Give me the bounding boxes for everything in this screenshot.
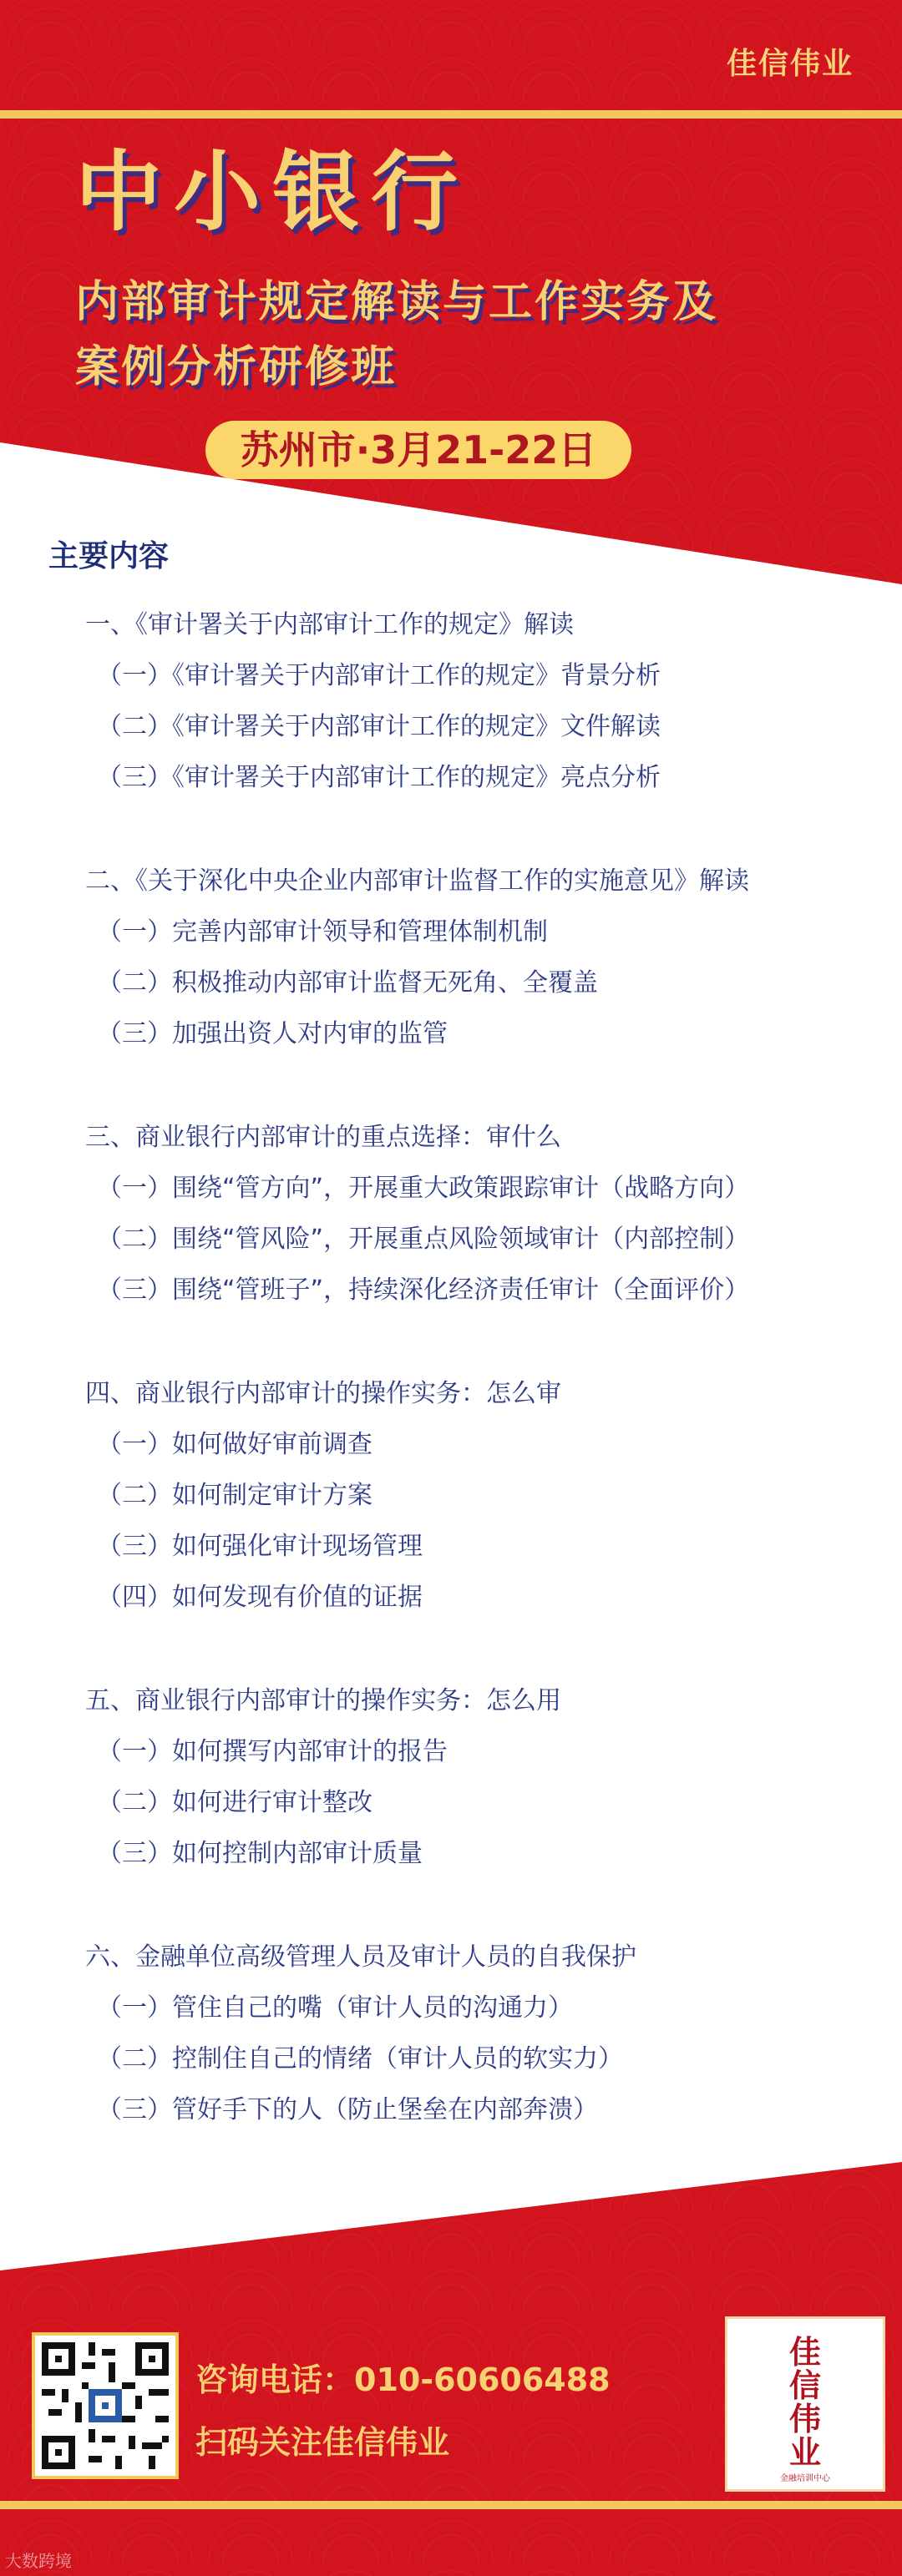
outline-heading: 三、商业银行内部审计的重点选择：审什么 [85, 1123, 561, 1152]
outline-item: （二）控制住自己的情绪（审计人员的软实力） [97, 2044, 623, 2073]
page-title: 中小银行 [75, 141, 470, 243]
section-gap [80, 1879, 874, 1932]
outline-item: （三）如何控制内部审计质量 [97, 1839, 423, 1868]
section-gap [80, 1059, 874, 1112]
outline-item: （二）围绕“管风险”，开展重点风险领域审计（内部控制） [97, 1225, 750, 1254]
outline-item: （三）如何强化审计现场管理 [97, 1532, 423, 1561]
outline-heading: 二、《关于深化中央企业内部审计监督工作的实施意见》解读 [85, 866, 749, 896]
outline-heading: 六、金融单位高级管理人员及审计人员的自我保护 [85, 1942, 636, 1972]
outline-item: （二）《审计署关于内部审计工作的规定》文件解读 [97, 712, 661, 741]
brand-seal-logo [725, 2316, 885, 2492]
outline-item: （三）管好手下的人（防止堡垒在内部奔溃） [97, 2095, 598, 2124]
outline-item: （二）如何进行审计整改 [97, 1788, 372, 1817]
gold-divider-bottom [0, 2501, 902, 2509]
outline-item: （二）如何制定审计方案 [97, 1481, 372, 1510]
outline-item: （三）围绕“管班子”，持续深化经济责任审计（全面评价） [97, 1275, 750, 1305]
brand-name-top: 佳信伟业 [726, 47, 854, 81]
course-outline [80, 599, 874, 2135]
follow-prompt: 扫码关注佳信伟业 [195, 2424, 450, 2461]
section-gap [80, 1623, 874, 1675]
seal-caption: 金融培训中心 [780, 2474, 830, 2483]
page-subtitle-line-2: 案例分析研修班 [75, 342, 398, 392]
outline-item: （一）《审计署关于内部审计工作的规定》背景分析 [97, 661, 661, 690]
seal-characters: 佳 信 伟 业 [788, 2333, 821, 2471]
qr-code[interactable] [32, 2332, 179, 2479]
outline-item: （四）如何发现有价值的证据 [97, 1583, 423, 1612]
outline-item: （一）完善内部审计领导和管理体制机制 [97, 917, 548, 947]
outline-item: （二）积极推动内部审计监督无死角、全覆盖 [97, 968, 598, 998]
section-gap [80, 1316, 874, 1368]
watermark: 大数跨境 [5, 2551, 72, 2571]
outline-heading: 五、商业银行内部审计的操作实务：怎么用 [85, 1686, 561, 1715]
location-date-badge: 苏州市·3月21-22日 [205, 421, 631, 479]
page-subtitle-line-1: 内部审计规定解读与工作实务及 [75, 277, 719, 327]
section-title: 主要内容 [48, 539, 170, 573]
outline-heading: 一、《审计署关于内部审计工作的规定》解读 [85, 610, 574, 639]
outline-item: （三）加强出资人对内审的监管 [97, 1019, 448, 1048]
outline-item: （一）如何撰写内部审计的报告 [97, 1737, 448, 1766]
outline-item: （一）围绕“管方向”，开展重大政策跟踪审计（战略方向） [97, 1174, 750, 1203]
outline-heading: 四、商业银行内部审计的操作实务：怎么审 [85, 1379, 561, 1408]
outline-item: （一）管住自己的嘴（审计人员的沟通力） [97, 1993, 573, 2023]
section-gap [80, 803, 874, 856]
outline-item: （三）《审计署关于内部审计工作的规定》亮点分析 [97, 763, 661, 792]
outline-item: （一）如何做好审前调查 [97, 1430, 372, 1459]
gold-divider [0, 110, 902, 119]
contact-phone: 咨询电话：010-60606488 [195, 2361, 611, 2398]
